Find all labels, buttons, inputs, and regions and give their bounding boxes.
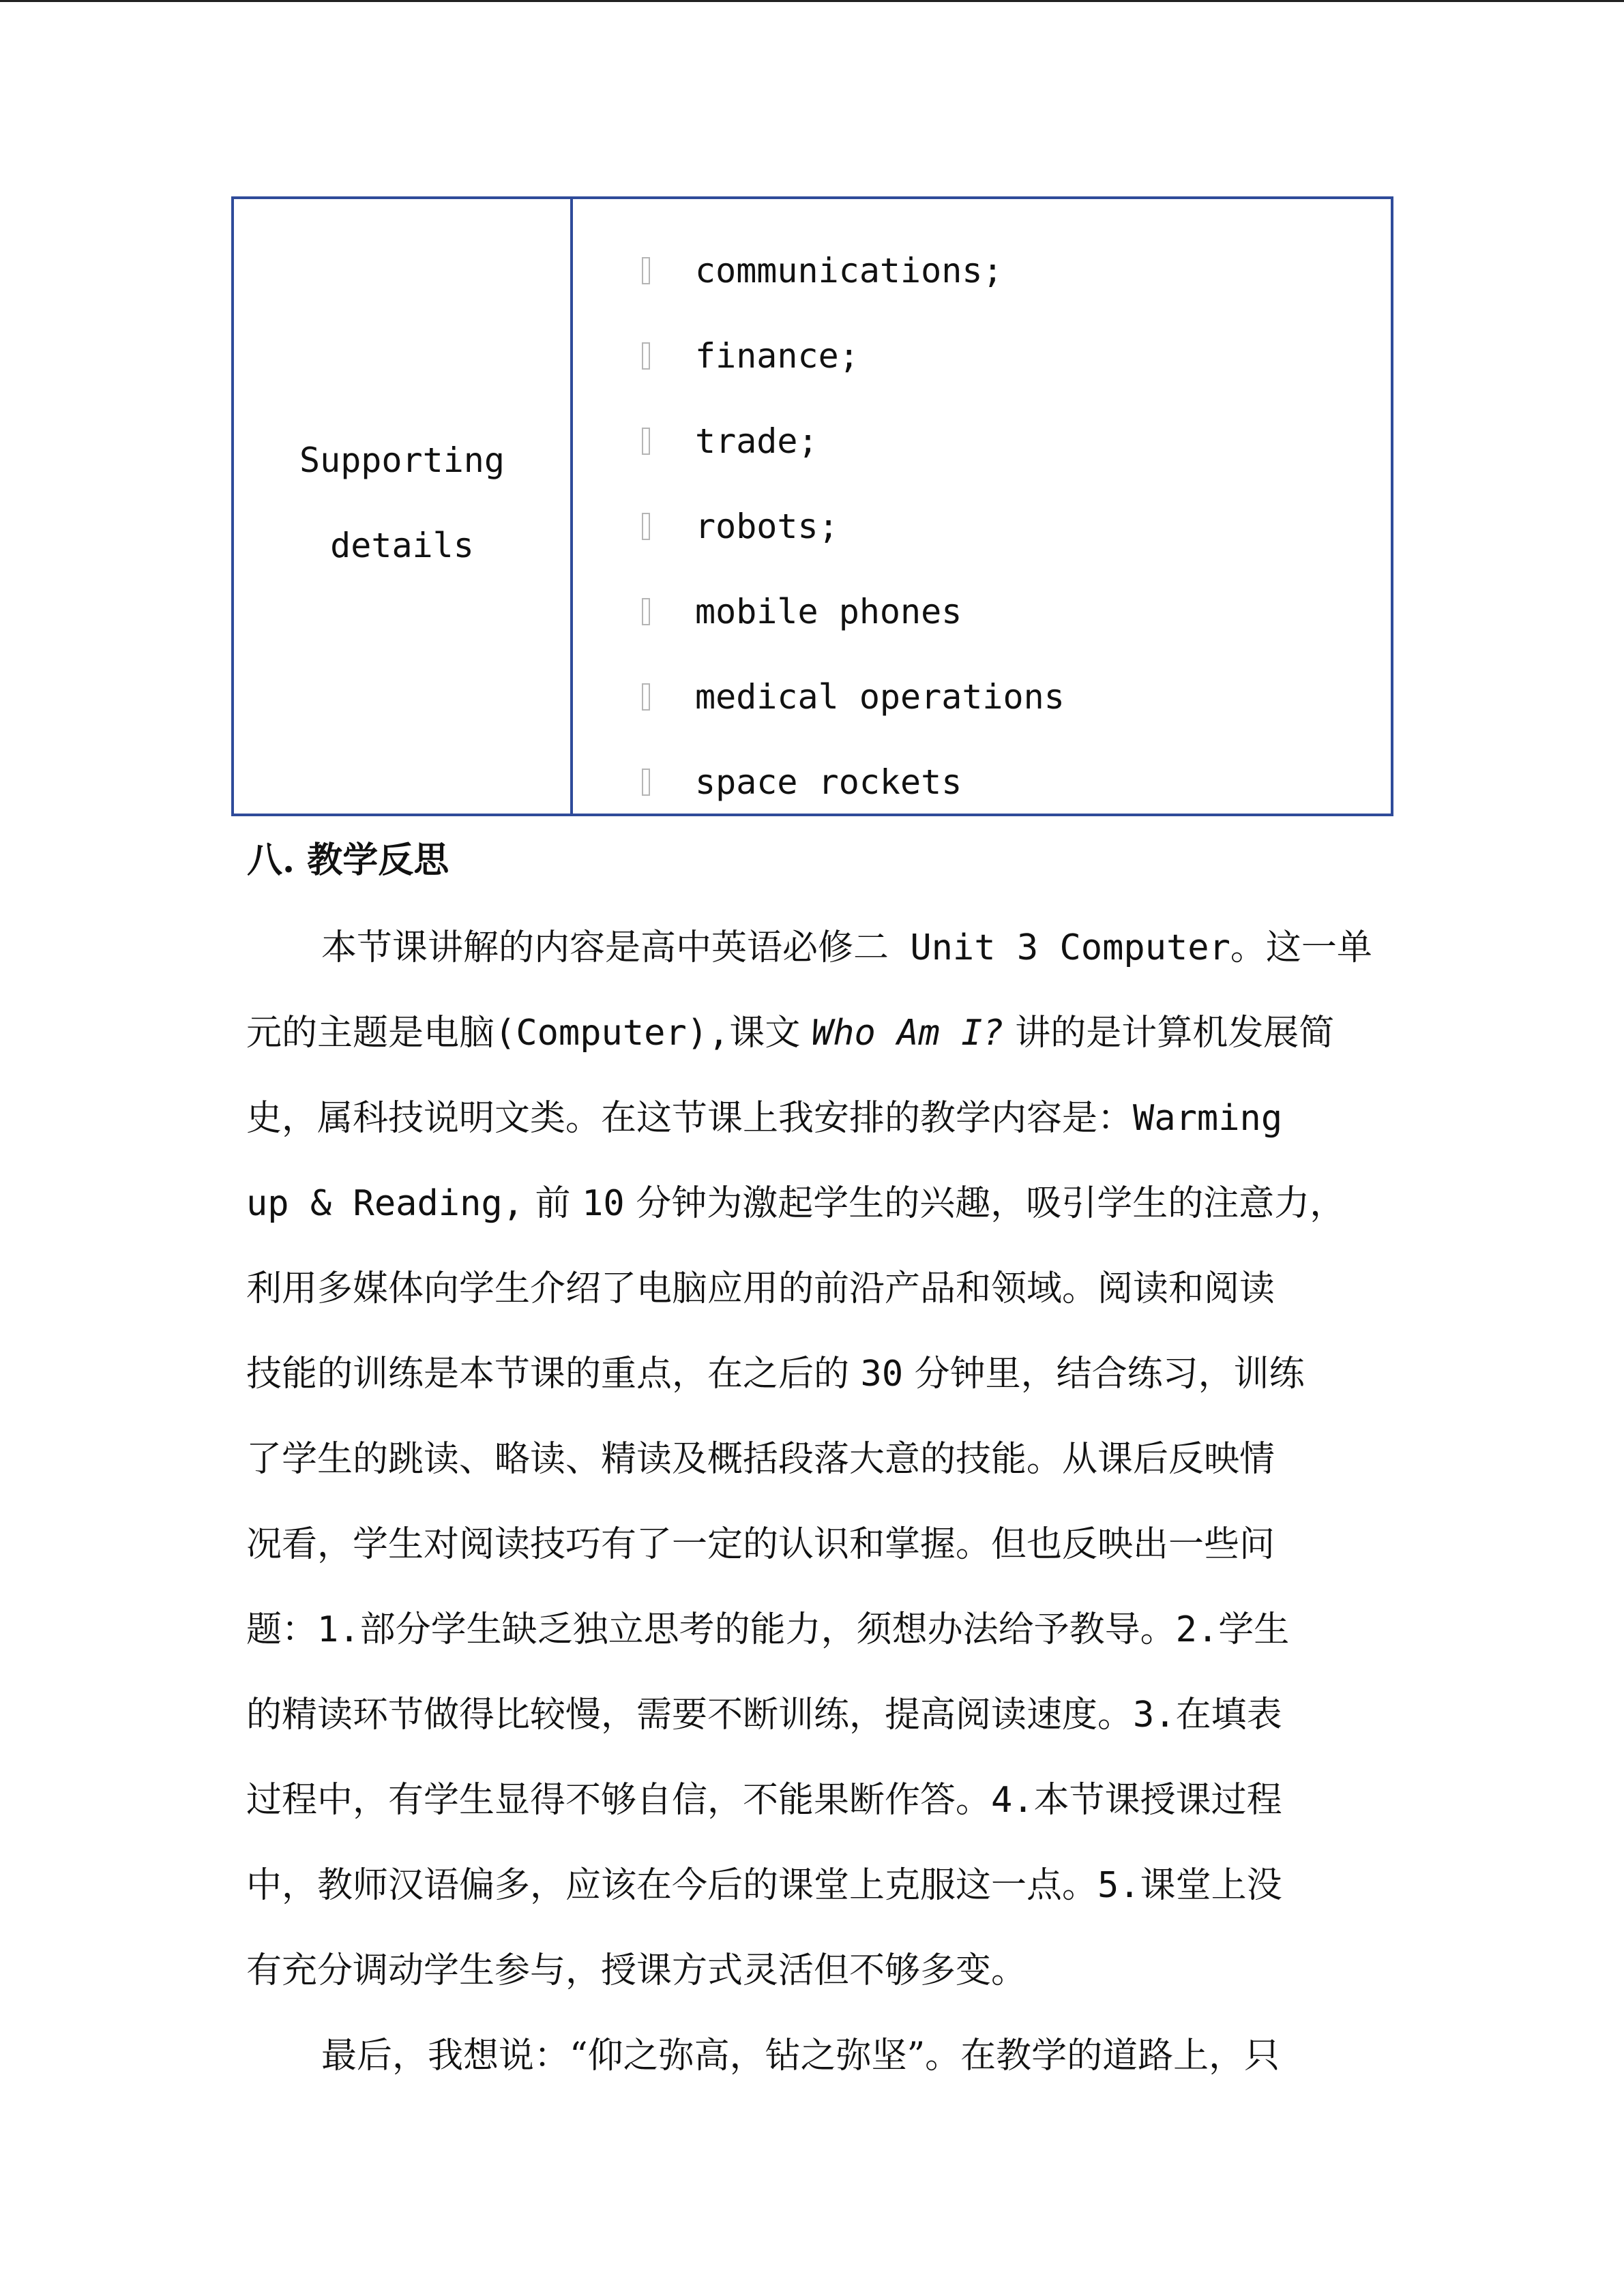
bullet-icon [642,257,650,284]
list-item-text: robots; [695,506,839,546]
list-item-text: mobile phones [695,591,962,631]
table-items-cell [573,199,1391,814]
text-span: 1. [317,1609,360,1650]
text-line [246,1596,1381,1681]
list-item-text: space rockets [695,762,962,802]
text-span: 本节课授课过程 [1033,1780,1282,1821]
text-span: 本节课讲解的内容是高中英语必修二 [321,927,889,968]
text-line: 了学生的跳读、略读、精读及概括段落大意的技能。从课后反映情 [246,1439,1275,1480]
text-span: 部分学生缺乏独立思考的能力，须想办法给予教导。 [359,1609,1176,1650]
text-line: 利用多媒体向学生介绍了电脑应用的前沿产品和领域。阅读和阅读 [246,1268,1275,1309]
bullet-icon [642,769,650,796]
bullet-icon [642,428,650,455]
table-label-line-1: Supporting [299,440,505,480]
text-span: 30 [860,1354,904,1395]
list-item [573,313,1391,398]
text-span: 课文 [729,1013,812,1054]
text-line [246,914,1381,999]
reflection-paragraph [246,914,1381,2107]
text-span: 在填表 [1175,1695,1282,1735]
text-line: 有充分调动学生参与，授课方式灵活但不够多变。 [246,1950,1027,1991]
text-span: 过程中，有学生显得不够自信，不能果断作答。 [246,1780,992,1821]
table-label-line-2: details [330,525,474,565]
text-span: 题： [246,1609,318,1650]
text-span: 中，教师汉语偏多，应该在今后的课堂上克服这一点。 [246,1865,1098,1906]
text-span: 2. [1175,1609,1219,1650]
list-item-text: finance; [695,336,859,376]
text-span: up & Reading, [246,1183,524,1224]
text-span: 3. [1133,1695,1176,1735]
text-span: 讲的是计算机发展简 [1003,1013,1335,1054]
text-span: 史，属科技说明文类。在这节课上我安排的教学内容是： [246,1098,1134,1139]
text-span: Warming [1133,1098,1283,1139]
table-label-cell [234,199,573,814]
text-span: 分钟里，结合练习，训练 [903,1354,1305,1395]
text-span: (Computer), [494,1013,730,1054]
text-line [246,1681,1381,1766]
list-item-text: medical operations [695,676,1065,717]
text-span: 分钟为激起学生的兴趣，吸引学生的注意力， [624,1183,1346,1224]
list-item [573,569,1391,654]
text-span: 的精读环节做得比较慢，需要不断训练，提高阅读速度。 [246,1695,1134,1735]
text-span: 4. [991,1780,1034,1821]
table-label [234,418,570,588]
list-item [573,398,1391,483]
bullet-icon [642,598,650,625]
text-span: 。这一单 [1230,927,1372,968]
text-span: 5. [1097,1865,1140,1906]
list-item-text: communications; [695,250,1003,290]
bullet-icon [642,342,650,370]
list-item [573,739,1391,824]
text-line: 况看，学生对阅读技巧有了一定的认识和掌握。但也反映出一些问 [246,1524,1275,1565]
supporting-details-table [231,196,1393,816]
list-item [573,654,1391,739]
text-line [246,1851,1381,1937]
text-line: 最后，我想说：“仰之弥高，钻之弥坚”。在教学的道路上，只 [321,2036,1280,2076]
text-line [246,1169,1381,1255]
text-span: 技能的训练是本节课的重点，在之后的 [246,1354,861,1395]
text-line [246,1340,1381,1425]
bullet-icon [642,513,650,540]
text-span: 前 [524,1183,582,1224]
list-item [573,228,1391,313]
text-span: 元的主题是电脑 [246,1013,495,1054]
text-span: Unit 3 Computer [889,927,1230,968]
lesson-title: Who Am I? [811,1013,1004,1054]
section-heading: 八. 教学反思 [247,839,449,881]
text-line [246,1084,1381,1169]
bullet-icon [642,683,650,711]
top-border-line [0,0,1624,2]
text-span: 10 [582,1183,625,1224]
list-item-text: trade; [695,421,818,461]
text-line [246,999,1381,1084]
text-span: 课堂上没 [1140,1865,1282,1906]
text-span: 学生 [1218,1609,1290,1650]
list-item [573,483,1391,569]
text-line [246,1766,1381,1851]
